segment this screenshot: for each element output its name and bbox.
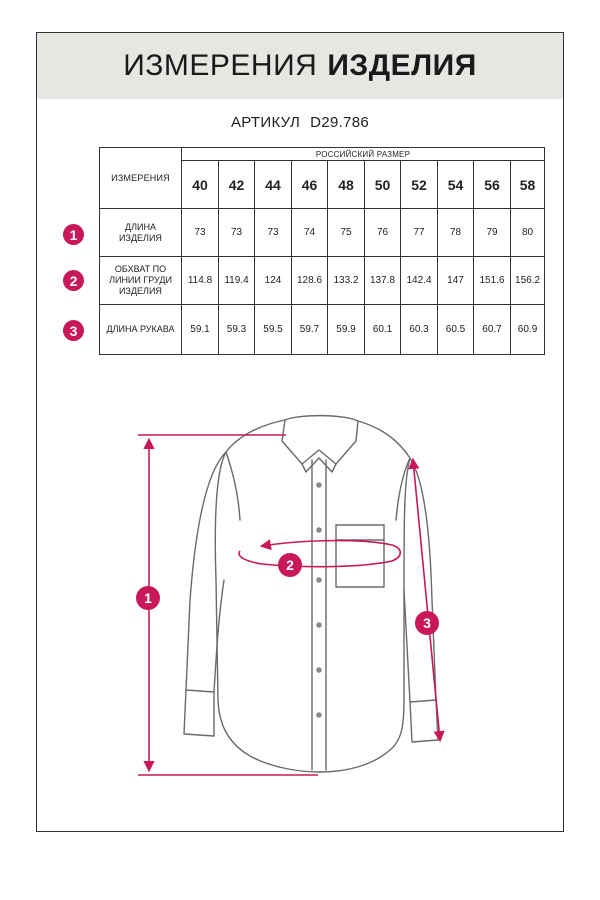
- table-cell: 151.6: [474, 257, 511, 305]
- table-cell: 60.3: [401, 305, 438, 355]
- table-cell: 119.4: [219, 257, 255, 305]
- table-cell: 73: [182, 209, 219, 257]
- size-header: 50: [365, 161, 401, 209]
- table-cell: 59.5: [255, 305, 292, 355]
- row-1-badge: 1: [63, 224, 84, 245]
- size-header: 58: [511, 161, 545, 209]
- table-cell: 77: [401, 209, 438, 257]
- size-header: 44: [255, 161, 292, 209]
- title-bold: ИЗДЕЛИЯ: [327, 49, 477, 82]
- size-header: 40: [182, 161, 219, 209]
- table-cell: 137.8: [365, 257, 401, 305]
- table-cell: 79: [474, 209, 511, 257]
- table-cell: 78: [438, 209, 474, 257]
- row-2-badge: 2: [63, 270, 84, 291]
- size-header: 42: [219, 161, 255, 209]
- shirt-illustration: [184, 416, 438, 772]
- article-code: D29.786: [310, 114, 369, 131]
- article-label: АРТИКУЛ: [231, 114, 301, 131]
- table-cell: 74: [292, 209, 328, 257]
- table-cell: 76: [365, 209, 401, 257]
- length-measure: [138, 435, 318, 775]
- shirt-buttons: [316, 482, 322, 718]
- table-cell: 60.7: [474, 305, 511, 355]
- size-header: 48: [328, 161, 365, 209]
- table-cell: 147: [438, 257, 474, 305]
- table-cell: 59.9: [328, 305, 365, 355]
- table-cell: 142.4: [401, 257, 438, 305]
- table-cell: 59.3: [219, 305, 255, 355]
- table-cell: 114.8: [182, 257, 219, 305]
- row-label: ДЛИНА РУКАВА: [100, 305, 182, 355]
- table-cell: 73: [255, 209, 292, 257]
- marker-2-label: 2: [286, 557, 294, 573]
- table-cell: 60.5: [438, 305, 474, 355]
- size-header: 54: [438, 161, 474, 209]
- table-cell: 73: [219, 209, 255, 257]
- table-cell: 133.2: [328, 257, 365, 305]
- table-cell: 124: [255, 257, 292, 305]
- marker-3-label: 3: [423, 615, 431, 631]
- table-cell: 59.1: [182, 305, 219, 355]
- size-system-header: РОССИЙСКИЙ РАЗМЕР: [182, 148, 545, 161]
- table-cell: 128.6: [292, 257, 328, 305]
- size-header: 52: [401, 161, 438, 209]
- size-header: 56: [474, 161, 511, 209]
- row-label: ДЛИНА ИЗДЕЛИЯ: [100, 209, 182, 257]
- title-regular: ИЗМЕРЕНИЯ: [123, 49, 318, 82]
- size-header: 46: [292, 161, 328, 209]
- table-cell: 60.9: [511, 305, 545, 355]
- chest-measure: [239, 541, 400, 567]
- measure-header: ИЗМЕРЕНИЯ: [100, 148, 182, 209]
- table-cell: 75: [328, 209, 365, 257]
- table-cell: 59.7: [292, 305, 328, 355]
- sleeve-measure: [413, 460, 440, 740]
- table-cell: 60.1: [365, 305, 401, 355]
- table-cell: 156.2: [511, 257, 545, 305]
- marker-1-label: 1: [144, 590, 152, 606]
- table-cell: 80: [511, 209, 545, 257]
- row-3-badge: 3: [63, 320, 84, 341]
- row-label: ОБХВАТ ПО ЛИНИИ ГРУДИ ИЗДЕЛИЯ: [100, 257, 182, 305]
